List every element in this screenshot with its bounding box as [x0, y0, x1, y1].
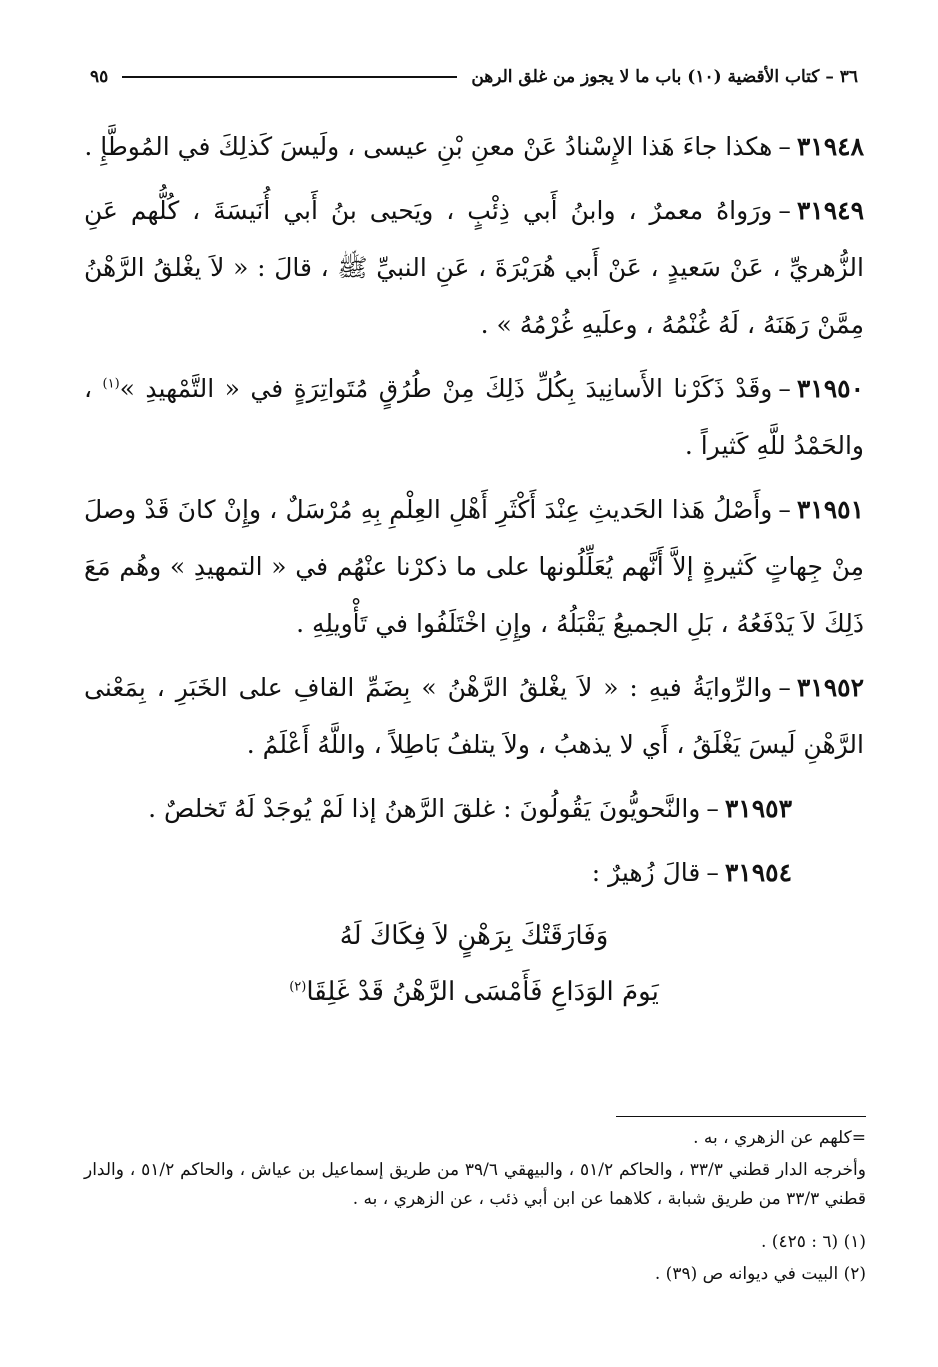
footnote-continuation: =كلهم عن الزهري ، به . [693, 1128, 866, 1148]
verse-line-2-text: يَومَ الوَدَاعِ فَأَمْسَى الرَّهْنُ قَدْ غَلِقَا [306, 977, 659, 1007]
footnote-ref-2[interactable]: (٢) [289, 979, 307, 995]
footnote-separator [616, 1116, 866, 1117]
paragraph-31953: ٣١٩٥٣–والنَّحويُّونَ يَقُولُونَ : غلقَ الرَّهنُ إذا لَمْ يُوجَدْ لَهُ تَخلصٌ . [148, 794, 792, 823]
paragraph-31951: ٣١٩٥١–وأَصْلُ هَذا الحَديثِ عِنْدَ أَكْثَرِ أَهْلِ العِلْمِ بِهِ مُرْسَلٌ ، وإِنْ كانَ قَدْ وصلَ مِنْ جِهاتٍ كَثيرةٍ إلاَّ أَنَّهم يُعَلِّلُونها على ما ذكرْنا عنْهُم في « التمهيدِ » وهُم مَعَ ذَلِكَ لاَ يَدْفَعُهُ ، بَلِ الجميعُ يَقْبَلُهُ ، وإِنِ اخْتَلَفُوا في تَأْويلِهِ . [84, 495, 864, 638]
verse-line-1: وَفَارَقَتْكَ بِرَهْنٍ لاَ فِكَاكَ لَهُ [339, 921, 609, 951]
paragraph-number: ٣١٩٤٨ [796, 132, 864, 161]
footnote-2: (٢) البيت في ديوانه ص (٣٩) . [654, 1264, 866, 1284]
paragraph-number: ٣١٩٥٣ [724, 794, 792, 823]
paragraph-31950: ٣١٩٥٠–وقَدْ ذَكَرْنا الأَسانِيدَ بِكُلِّ ذَلِكَ مِنْ طُرُقٍ مُتَواتِرَةٍ في « التَّمْهيدِ »$^{(١)}$ ، والحَمْدُ للَّهِ كَثيراً . [84, 374, 864, 460]
paragraph-number: ٣١٩٥٢ [796, 673, 864, 702]
paragraph-number: ٣١٩٤٩ [796, 196, 864, 225]
footnote-1: (١) (٦ : ٤٢٥) . [761, 1232, 866, 1252]
paragraph-text-cont: ، والحَمْدُ للَّهِ كَثيراً . [84, 374, 864, 460]
paragraph-text: ورَواهُ معمرٌ ، وابنُ أَبي ذِئْبٍ ، ويَحيى بنُ أَبي أُنَيسَةَ ، كُلُّهم عَنِ الزُّهريِّ ، عَنْ سَعيدٍ ، عَنْ أَبي هُرَيْرَةَ ، عَنِ النبيِّ ﷺ ، قالَ : « لاَ يغْلقُ الرَّهْنُ مِمَّنْ رَهَنَهُ ، لَهُ غُنْمُهُ ، وعلَيهِ غُرْمُهُ » . [84, 196, 864, 339]
paragraph-text: والرِّوايَةُ فيهِ : « لاَ يغْلقُ الرَّهْنُ » بِضَمِّ القافِ على الخَبَرِ ، بِمَعْنى الرَّهْنِ لَيسَ يَغْلَقُ ، أَي لا يذهبُ ، ولاَ يتلفُ بَاطِلاً ، واللَّهُ أَعْلَمُ . [84, 673, 864, 759]
poem-verse [84, 908, 864, 1020]
paragraph-text: وأَصْلُ هَذا الحَديثِ عِنْدَ أَكْثَرِ أَهْلِ العِلْمِ بِهِ مُرْسَلٌ ، وإِنْ كانَ قَدْ وصلَ مِنْ جِهاتٍ كَثيرةٍ إلاَّ أَنَّهم يُعَلِّلُونها على ما ذكرْنا عنْهُم في « التمهيدِ » وهُم مَعَ ذَلِكَ لاَ يَدْفَعُهُ ، بَلِ الجميعُ يَقْبَلُهُ ، وإِنِ اخْتَلَفُوا في تَأْويلِهِ . [84, 495, 864, 638]
paragraph-text: هكذا جاءَ هَذا الإِسْنادُ عَنْ معنِ بْنِ عيسى ، ولَيسَ كَذلِكَ في المُوطَّإِ . [84, 132, 773, 161]
paragraph-text: قالَ زُهيرٌ : [591, 858, 701, 887]
footnote-ref-1[interactable]: (١) [102, 376, 120, 392]
paragraph-text: والنَّحويُّونَ يَقُولُونَ : غلقَ الرَّهنُ إذا لَمْ يُوجَدْ لَهُ تَخلصٌ . [148, 794, 701, 823]
footnotes [84, 1124, 866, 1292]
paragraph-31948: ٣١٩٤٨–هكذا جاءَ هَذا الإِسْنادُ عَنْ معنِ بْنِ عيسى ، ولَيسَ كَذلِكَ في المُوطَّإِ . [84, 132, 864, 161]
paragraph-31949: ٣١٩٤٩–ورَواهُ معمرٌ ، وابنُ أَبي ذِئْبٍ ، ويَحيى بنُ أَبي أُنَيسَةَ ، كُلُّهم عَنِ الزُّهريِّ ، عَنْ سَعيدٍ ، عَنْ أَبي هُرَيْرَةَ ، عَنِ النبيِّ ﷺ ، قالَ : « لاَ يغْلقُ الرَّهْنُ مِمَّنْ رَهَنَهُ ، لَهُ غُنْمُهُ ، وعلَيهِ غُرْمُهُ » . [84, 196, 864, 339]
header-rule [122, 76, 457, 78]
page-number: ٩٥ [90, 67, 109, 87]
running-header [90, 62, 858, 92]
paragraph-31952: ٣١٩٥٢–والرِّوايَةُ فيهِ : « لاَ يغْلقُ الرَّهْنُ » بِضَمِّ القافِ على الخَبَرِ ، بِمَعْنى الرَّهْنِ لَيسَ يَغْلَقُ ، أَي لا يذهبُ ، ولاَ يتلفُ بَاطِلاً ، واللَّهُ أَعْلَمُ . [84, 673, 864, 759]
paragraph-31954: ٣١٩٥٤–قالَ زُهيرٌ : [591, 858, 792, 887]
footnote-source-note: وأخرجه الدار قطني ٣٣/٣ ، والحاكم ٥١/٢ ، والبيهقي ٣٩/٦ من طريق إسماعيل بن عياش ، والحاكم ٥١/٢ ، والدار قطني ٣٣/٣ من طريق شبابة ، كلاهما عن ابن أبي ذئب ، عن الزهري ، به . [84, 1160, 866, 1209]
verse-line-2 [84, 964, 864, 1020]
paragraph-number: ٣١٩٥٠ [796, 374, 864, 403]
header-title: ٣٦ – كتاب الأقضية (١٠) باب ما لا يجوز من غلق الرهن [471, 67, 858, 87]
main-text [84, 118, 864, 1020]
paragraph-number: ٣١٩٥٤ [724, 858, 792, 887]
paragraph-number: ٣١٩٥١ [796, 495, 864, 524]
paragraph-text: وقَدْ ذَكَرْنا الأَسانِيدَ بِكُلِّ ذَلِكَ مِنْ طُرُقٍ مُتَواتِرَةٍ في « التَّمْهيدِ » [119, 374, 773, 403]
